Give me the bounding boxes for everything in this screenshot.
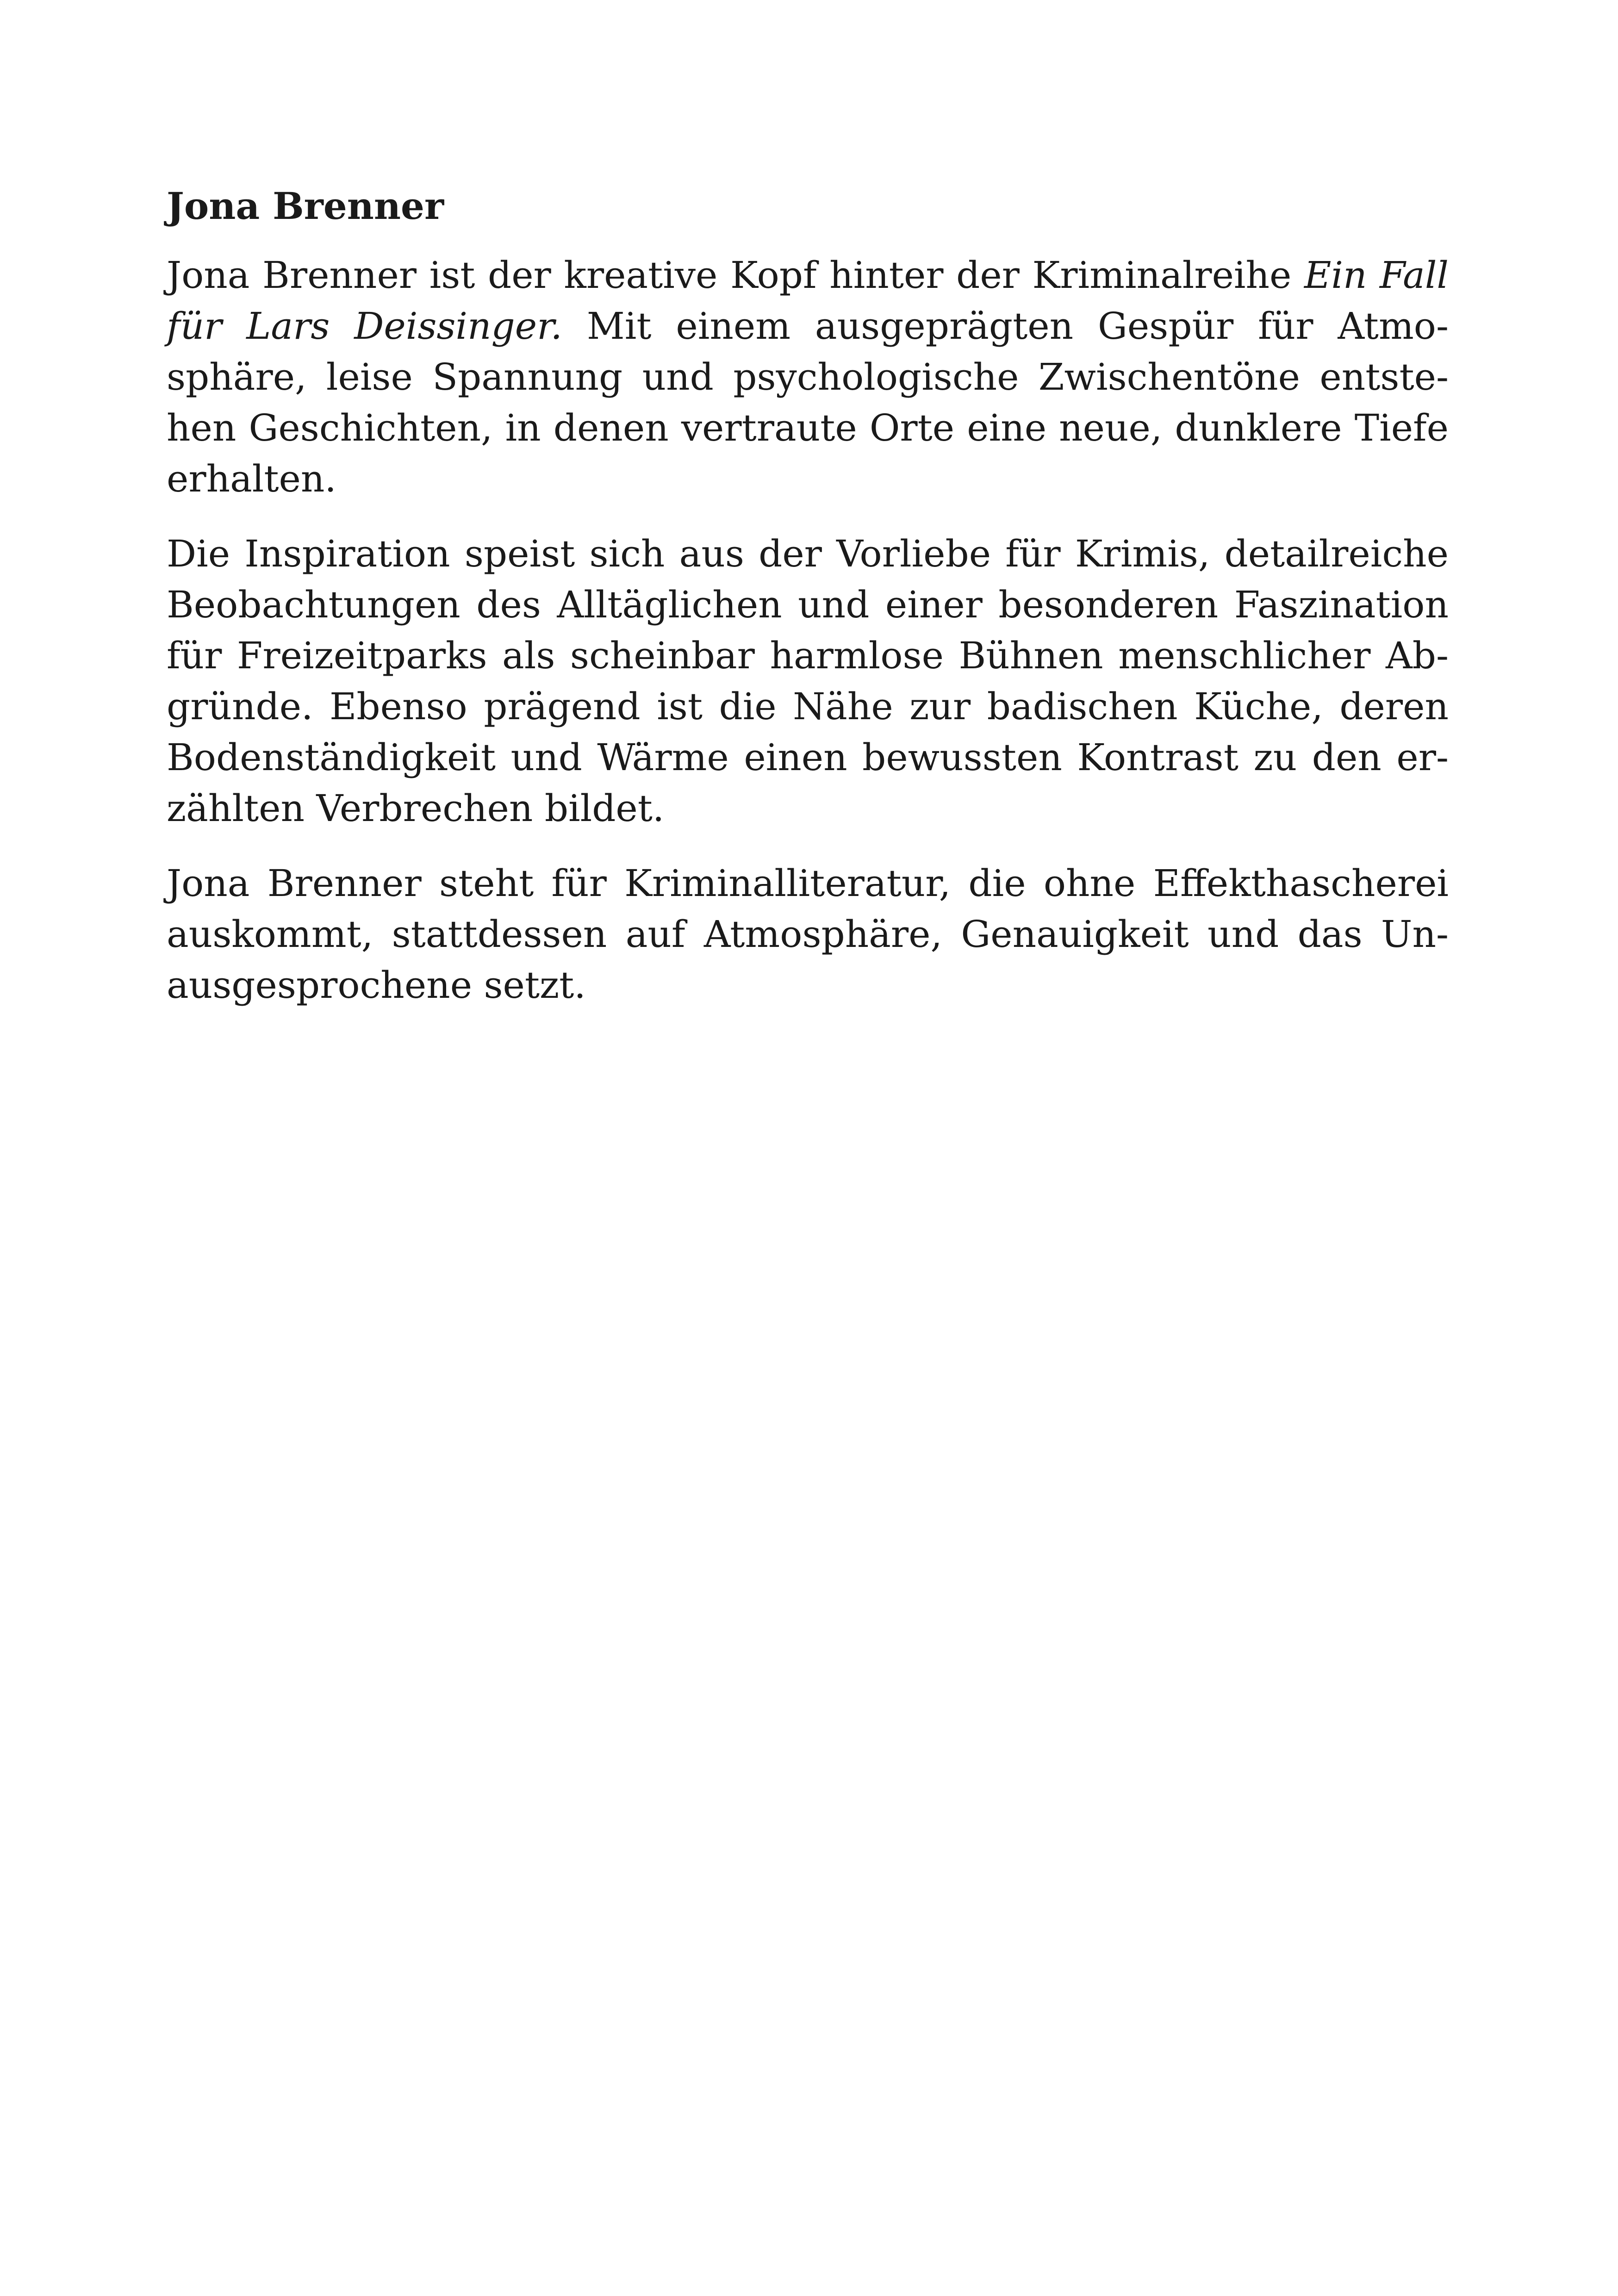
text-line <box>167 403 1449 454</box>
paragraph <box>167 250 1449 504</box>
body-text: ausgesprochene setzt. <box>167 964 586 1007</box>
text-line <box>167 858 1449 909</box>
paragraph <box>167 529 1449 834</box>
text-line <box>167 909 1449 960</box>
paragraph <box>167 858 1449 1011</box>
series-title-text: Ein Fall <box>1304 254 1449 297</box>
body-text: Beobachtungen des Alltäglichen und einer besonderen Faszination <box>167 583 1449 626</box>
text-line <box>167 732 1449 783</box>
text-line <box>167 529 1449 579</box>
body-text: hen Geschichten, in denen vertraute Orte eine neue, dunklere Tiefe <box>167 406 1449 449</box>
text-line <box>167 454 1449 504</box>
paragraph-container <box>167 250 1449 1011</box>
text-line <box>167 352 1449 403</box>
body-text: Mit einem ausgeprägten Gespür für Atmo- <box>562 305 1449 348</box>
text-line <box>167 301 1449 352</box>
series-title-text: für Lars Deissinger. <box>167 305 562 348</box>
text-line <box>167 681 1449 732</box>
text-line <box>167 250 1449 301</box>
body-text: für Freizeitparks als scheinbar harmlose Bühnen menschlicher Ab- <box>167 634 1449 677</box>
author-heading: Jona Brenner <box>167 184 444 228</box>
body-text: Jona Brenner ist der kreative Kopf hinter der Kriminalreihe <box>167 254 1304 297</box>
body-text: zählten Verbrechen bildet. <box>167 787 665 830</box>
body-text: Die Inspiration speist sich aus der Vorliebe für Krimis, detailreiche <box>167 532 1449 575</box>
body-text: gründe. Ebenso prägend ist die Nähe zur badischen Küche, deren <box>167 685 1449 728</box>
body-text: sphäre, leise Spannung und psychologische Zwischentöne entste- <box>167 355 1449 398</box>
body-text: erhalten. <box>167 457 336 500</box>
body-text: auskommt, stattdessen auf Atmosphäre, Genauigkeit und das Un- <box>167 913 1449 956</box>
document-body <box>167 180 1449 1035</box>
body-text: Jona Brenner steht für Kriminalliteratur, die ohne Effekthascherei <box>167 862 1449 905</box>
body-text: Bodenständigkeit und Wärme einen bewussten Kontrast zu den er- <box>167 736 1449 779</box>
text-line <box>167 783 1449 834</box>
text-line <box>167 579 1449 630</box>
text-line <box>167 630 1449 681</box>
text-line <box>167 960 1449 1011</box>
